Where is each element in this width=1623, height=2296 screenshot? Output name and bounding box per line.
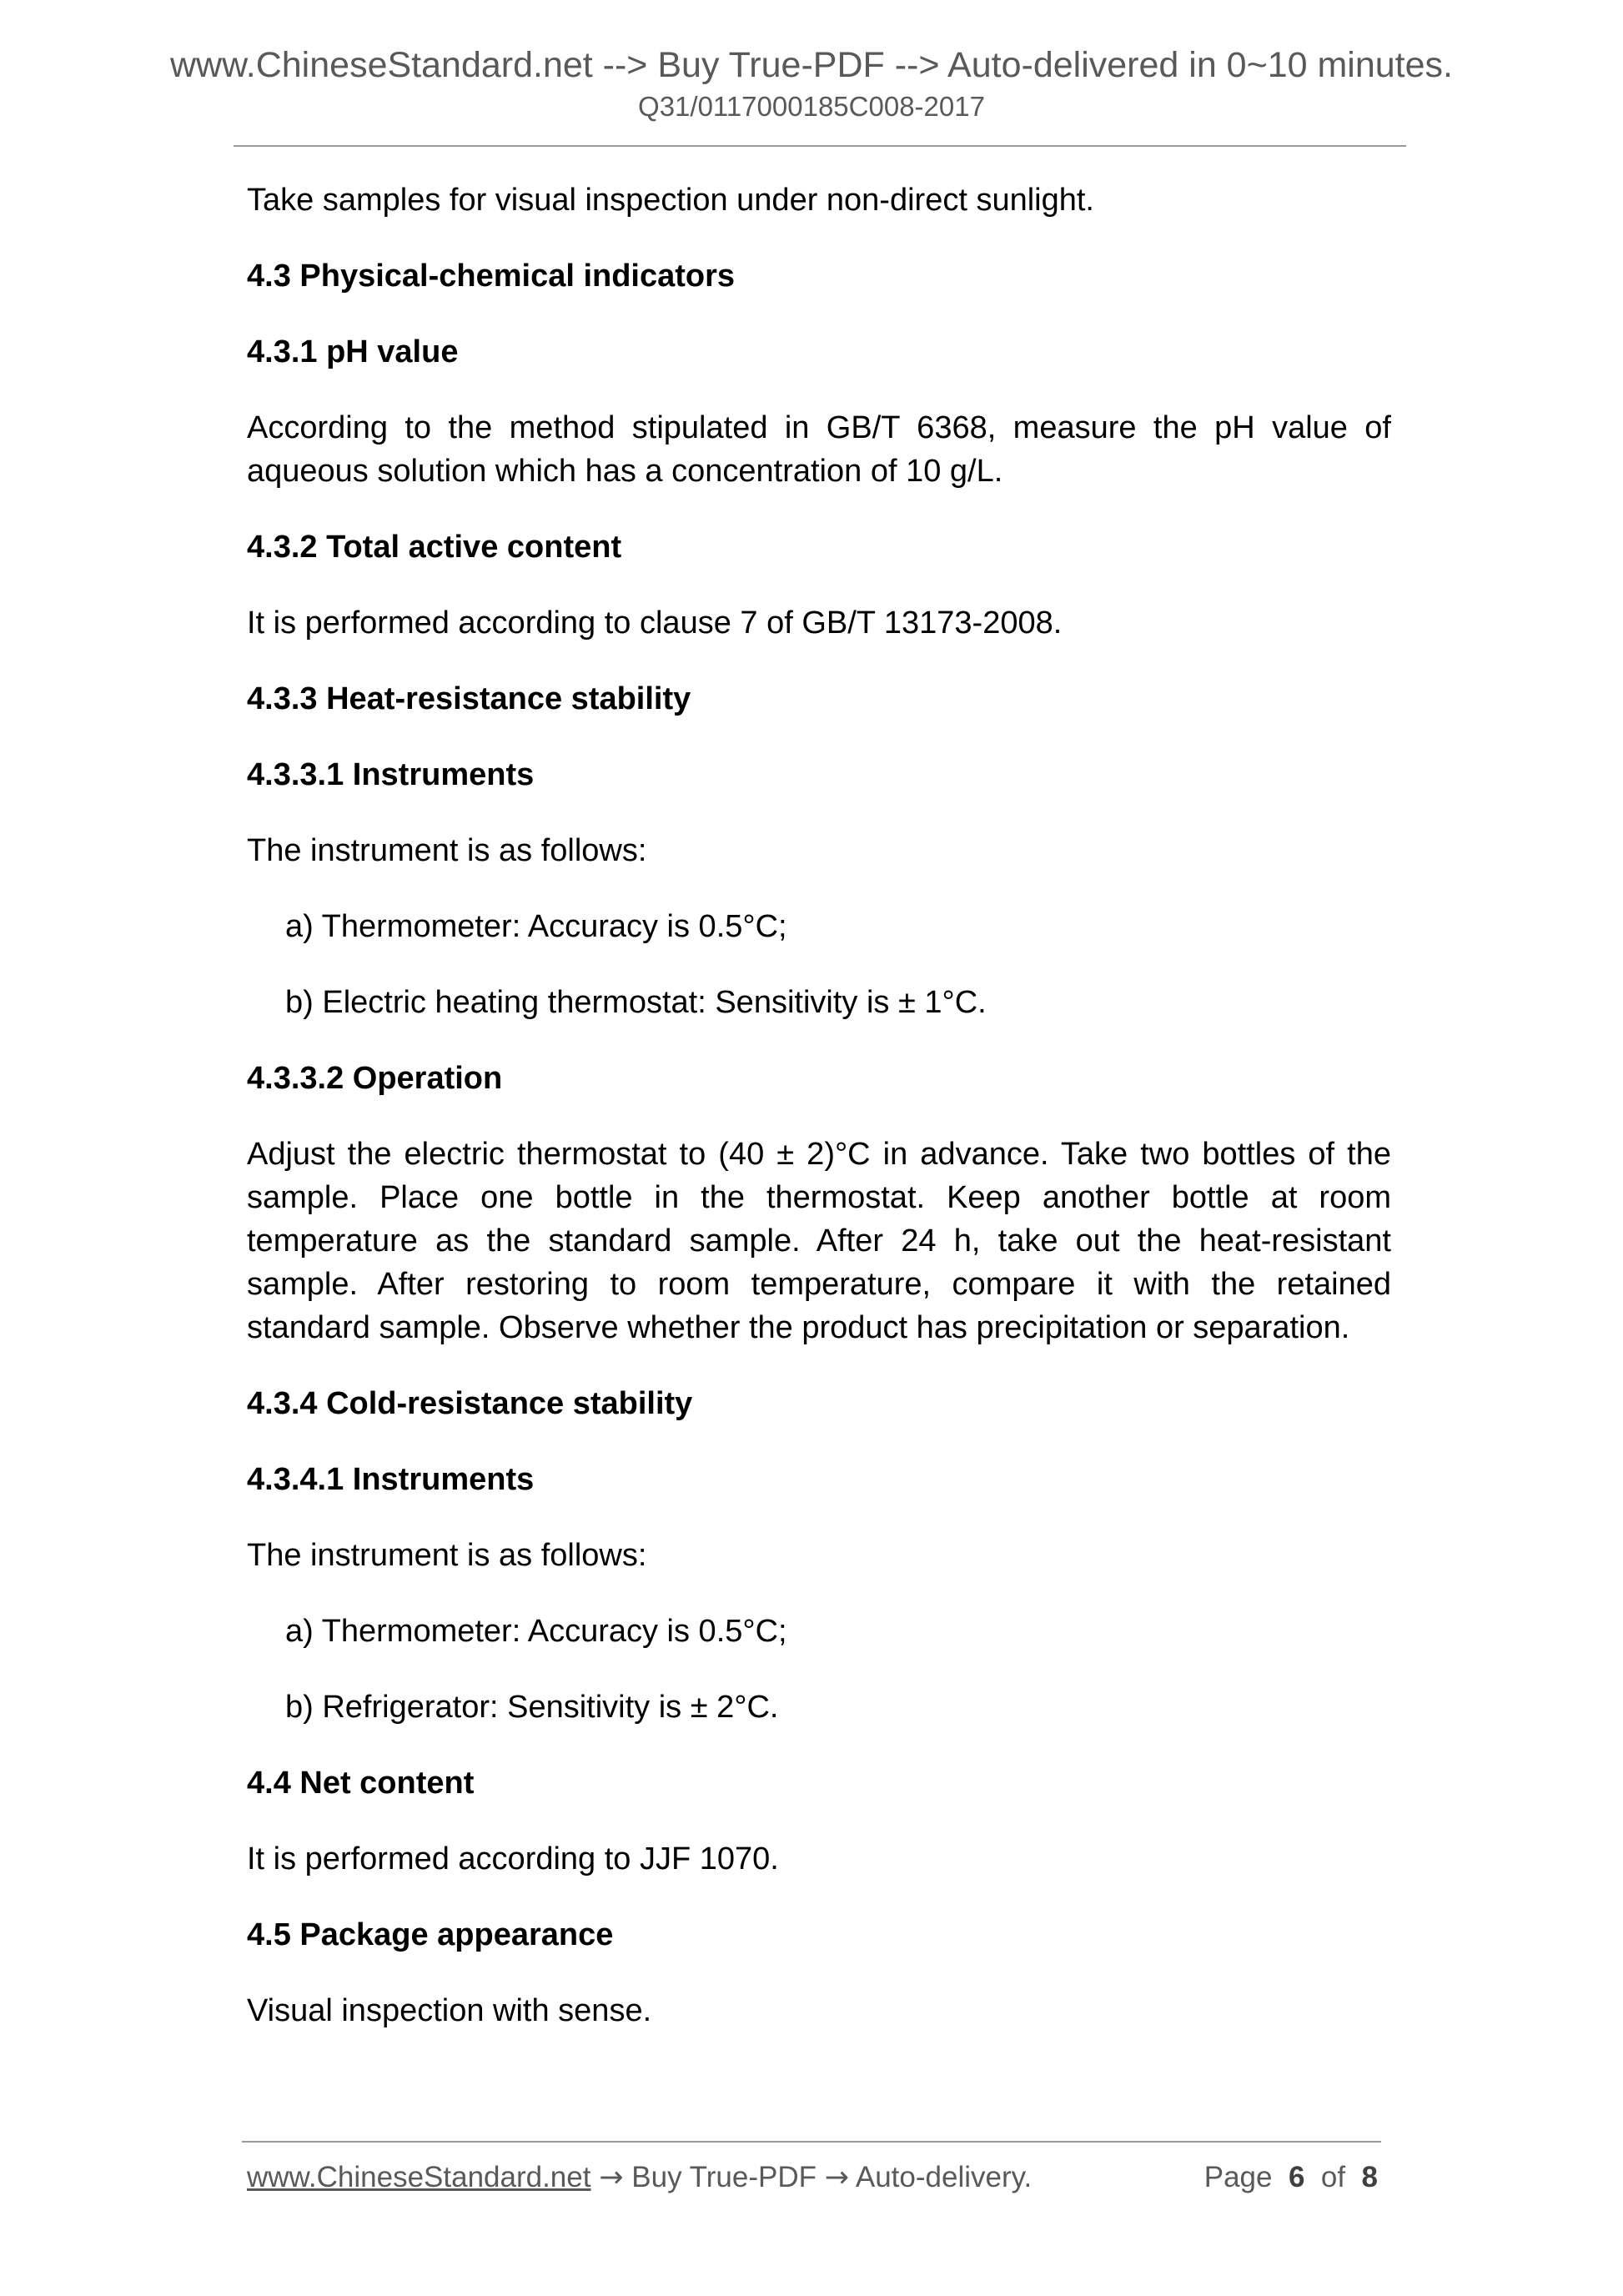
header-banner: www.ChineseStandard.net --> Buy True-PDF --> Auto-delivered in 0~10 minutes. [169, 45, 1453, 85]
page-total: 8 [1361, 2161, 1378, 2193]
footer-delivery-text: Auto-delivery. [855, 2161, 1033, 2193]
page-current: 6 [1288, 2161, 1305, 2193]
paragraph-4-3-3-1: The instrument is as follows: [247, 833, 647, 868]
section-heading-4-4: 4.4 Net content [247, 1766, 475, 1801]
paragraph-4-3-3-2 [247, 1133, 1391, 1349]
paragraph-line: According to the method stipulated in GB/T 6368, measure the pH value of [247, 410, 1391, 445]
paragraph-4-3-4-1: The instrument is as follows: [247, 1538, 647, 1573]
document-id: Q31/0117000185C008-2017 [638, 91, 985, 122]
paragraph-line: standard sample. Observe whether the product has precipitation or separation. [247, 1310, 1350, 1345]
footer-site-link[interactable]: www.ChineseStandard.net [247, 2161, 591, 2193]
list-item-4-3-4-1-a: a) Thermometer: Accuracy is 0.5°C; [285, 1614, 787, 1649]
list-item-4-3-3-1-b: b) Electric heating thermostat: Sensitivity is ± 1°C. [285, 985, 987, 1020]
paragraph-line: aqueous solution which has a concentration of 10 g/L. [247, 454, 1003, 489]
list-item-4-3-4-1-b: b) Refrigerator: Sensitivity is ± 2°C. [285, 1690, 779, 1725]
section-heading-4-3-2: 4.3.2 Total active content [247, 530, 622, 565]
page-of: of [1320, 2161, 1346, 2193]
paragraph-line: Adjust the electric thermostat to (40 ± 2)°C in advance. Take two bottles of the [247, 1137, 1391, 1172]
paragraph-4-5: Visual inspection with sense. [247, 1993, 652, 2028]
intro-paragraph: Take samples for visual inspection under non-direct sunlight. [247, 183, 1094, 218]
section-heading-4-3-4-1: 4.3.4.1 Instruments [247, 1462, 535, 1497]
paragraph-line: sample. After restoring to room temperature, compare it with the retained [247, 1267, 1391, 1302]
paragraph-4-3-2: It is performed according to clause 7 of GB/T 13173-2008. [247, 605, 1063, 641]
section-heading-4-3-4: 4.3.4 Cold-resistance stability [247, 1386, 693, 1421]
document-body [247, 178, 1391, 2065]
paragraph-4-4: It is performed according to JJF 1070. [247, 1841, 779, 1876]
paragraph-line: sample. Place one bottle in the thermostat. Keep another bottle at room [247, 1180, 1391, 1215]
section-heading-4-3-3-1: 4.3.3.1 Instruments [247, 757, 535, 792]
paragraph-line: temperature as the standard sample. After 24 h, take out the heat-resistant [247, 1223, 1391, 1259]
page-label: Page [1203, 2161, 1273, 2193]
list-item-4-3-3-1-a: a) Thermometer: Accuracy is 0.5°C; [285, 909, 787, 944]
page-footer [247, 2158, 1378, 2197]
arrow-right-icon: → [599, 2161, 624, 2194]
section-heading-4-3-3-2: 4.3.3.2 Operation [247, 1061, 503, 1096]
section-heading-4-5: 4.5 Package appearance [247, 1917, 614, 1952]
arrow-right-icon: → [824, 2161, 850, 2194]
page-number [1204, 2158, 1378, 2197]
footer-buy-text: Buy True-PDF [631, 2161, 817, 2193]
paragraph-4-3-1 [247, 406, 1391, 493]
section-heading-4-3: 4.3 Physical-chemical indicators [247, 259, 736, 294]
section-heading-4-3-1: 4.3.1 pH value [247, 334, 459, 369]
section-heading-4-3-3: 4.3.3 Heat-resistance stability [247, 681, 691, 716]
footer-divider [242, 2141, 1381, 2143]
header-divider [234, 145, 1406, 147]
